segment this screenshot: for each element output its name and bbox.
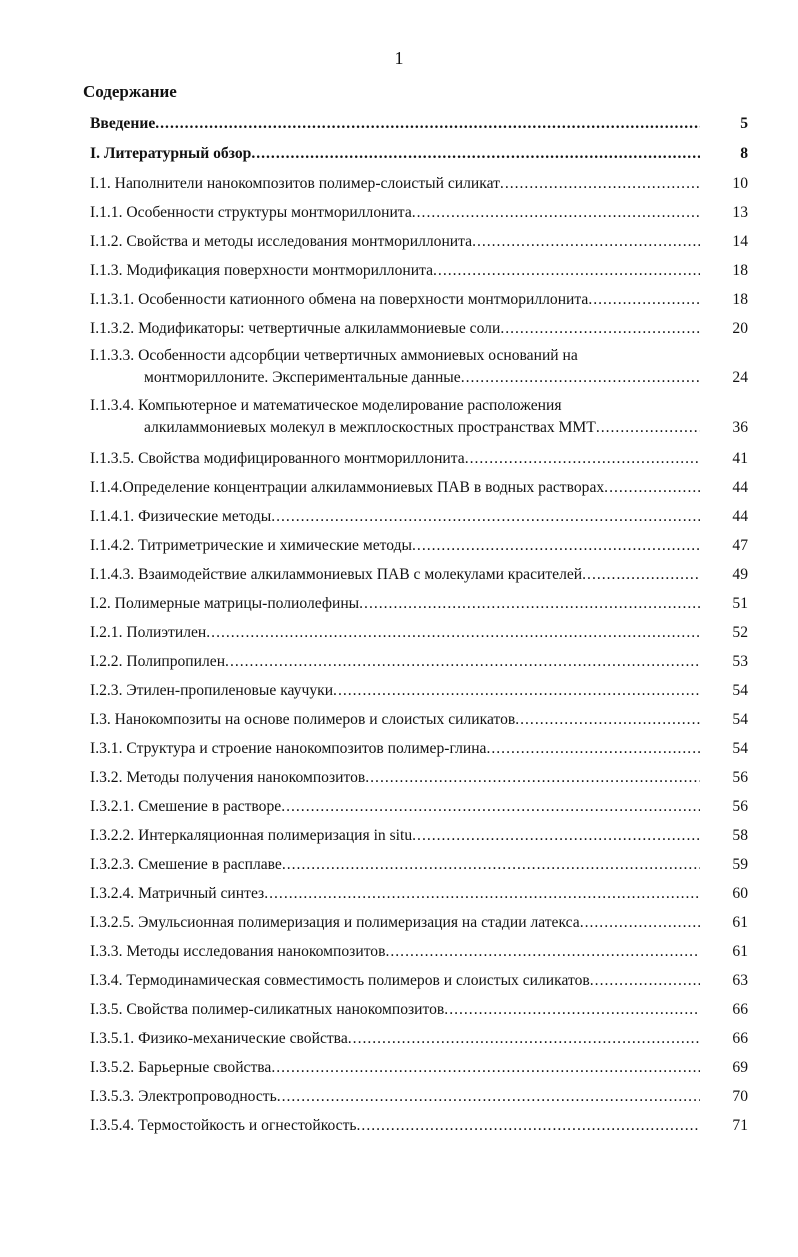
toc-entry bbox=[0, 883, 798, 912]
toc-entry-text: I.1.4.3. Взаимодействие алкиламмониевых ПАВ с молекулами красителей ..... bbox=[90, 564, 700, 586]
toc-entry-text: I.3.2.5. Эмульсионная полимеризация и полимеризация на стадии латекса ..... bbox=[90, 912, 700, 934]
toc-entry bbox=[0, 1028, 798, 1057]
table-of-contents bbox=[0, 113, 798, 1144]
toc-entry-page: 5 bbox=[740, 115, 748, 132]
toc-entry-text: I.1.2. Свойства и методы исследования монтмориллонита ..... bbox=[90, 231, 700, 253]
toc-entry-page: 56 bbox=[732, 769, 748, 786]
toc-entry-page: 54 bbox=[732, 682, 748, 699]
toc-entry-page: 66 bbox=[732, 1030, 748, 1047]
toc-entry-text: I.1.4.2. Титриметрические и химические методы ..... bbox=[90, 535, 700, 557]
toc-entry-first-line: I.1.3.4. Компьютерное и математическое моделирование расположения bbox=[90, 397, 562, 414]
toc-entry bbox=[0, 593, 798, 622]
toc-entry-page: 52 bbox=[732, 624, 748, 641]
toc-entry-text: I.2.1. Полиэтилен ..... bbox=[90, 622, 700, 644]
toc-entry-text: I.3.4. Термодинамическая совместимость полимеров и слоистых силикатов ..... bbox=[90, 970, 700, 992]
toc-entry-page: 53 bbox=[732, 653, 748, 670]
toc-entry-page: 70 bbox=[732, 1088, 748, 1105]
toc-entry-text: I.1.4.1. Физические методы ..... bbox=[90, 506, 700, 528]
toc-entry bbox=[0, 289, 798, 318]
toc-entry bbox=[0, 825, 798, 854]
toc-entry bbox=[0, 506, 798, 535]
toc-entry bbox=[0, 231, 798, 260]
toc-entry bbox=[0, 260, 798, 289]
toc-entry-page: 58 bbox=[732, 827, 748, 844]
toc-entry-page: 44 bbox=[732, 508, 748, 525]
toc-entry bbox=[0, 535, 798, 564]
toc-entry bbox=[0, 143, 798, 173]
toc-entry-text: I.3.3. Методы исследования нанокомпозитов ..... bbox=[90, 941, 700, 963]
toc-entry-page: 44 bbox=[732, 479, 748, 496]
toc-entry bbox=[0, 738, 798, 767]
toc-entry bbox=[0, 941, 798, 970]
toc-entry-text: I.3.2.1. Смешение в растворе ..... bbox=[90, 796, 700, 818]
toc-entry-page: 20 bbox=[732, 320, 748, 337]
toc-entry-page: 14 bbox=[732, 233, 748, 250]
toc-entry-page: 71 bbox=[732, 1117, 748, 1134]
toc-entry-page: 51 bbox=[732, 595, 748, 612]
toc-title: Содержание bbox=[83, 82, 177, 101]
toc-entry-page: 36 bbox=[732, 419, 748, 436]
toc-entry-page: 49 bbox=[732, 566, 748, 583]
toc-entry-text: I.1.4.Определение концентрации алкиламмониевых ПАВ в водных растворах ..... bbox=[90, 477, 700, 499]
toc-entry bbox=[0, 912, 798, 941]
toc-entry-page: 18 bbox=[732, 262, 748, 279]
toc-entry-text: I.3.2.4. Матричный синтез ..... bbox=[90, 883, 700, 905]
toc-entry bbox=[0, 448, 798, 477]
toc-entry-page: 60 bbox=[732, 885, 748, 902]
toc-entry bbox=[0, 477, 798, 506]
toc-entry bbox=[0, 1057, 798, 1086]
toc-entry-text: I.3.5. Свойства полимер-силикатных нанокомпозитов ..... bbox=[90, 999, 700, 1021]
toc-entry bbox=[0, 622, 798, 651]
toc-entry-text: I.1.3.2. Модификаторы: четвертичные алкиламмониевые соли ..... bbox=[90, 318, 700, 340]
toc-entry bbox=[0, 796, 798, 825]
toc-entry-page: 47 bbox=[732, 537, 748, 554]
toc-entry-text: алкиламмониевых молекул в межплоскостных пространствах ММТ ..... bbox=[144, 417, 700, 439]
toc-entry-text: I.1.3.1. Особенности катионного обмена на поверхности монтмориллонита ..... bbox=[90, 289, 700, 311]
toc-entry bbox=[0, 709, 798, 738]
toc-entry-text: I.3. Нанокомпозиты на основе полимеров и слоистых силикатов ..... bbox=[90, 709, 700, 731]
toc-entry bbox=[0, 113, 798, 143]
toc-entry-page: 54 bbox=[732, 740, 748, 757]
toc-entry bbox=[0, 318, 798, 345]
toc-entry-page: 61 bbox=[732, 943, 748, 960]
toc-entry-text: I.2. Полимерные матрицы-полиолефины ..... bbox=[90, 593, 700, 615]
toc-entry bbox=[0, 395, 798, 448]
toc-entry-text: I.1.1. Особенности структуры монтмориллонита ..... bbox=[90, 202, 700, 224]
toc-entry-text: I.3.5.3. Электропроводность ..... bbox=[90, 1086, 700, 1108]
toc-entry-page: 63 bbox=[732, 972, 748, 989]
toc-entry-page: 24 bbox=[732, 369, 748, 386]
toc-entry-page: 10 bbox=[732, 175, 748, 192]
toc-entry-page: 54 bbox=[732, 711, 748, 728]
toc-entry bbox=[0, 1086, 798, 1115]
toc-entry-page: 66 bbox=[732, 1001, 748, 1018]
toc-entry-page: 61 bbox=[732, 914, 748, 931]
toc-entry-first-line: I.1.3.3. Особенности адсорбции четвертичных аммониевых оснований на bbox=[90, 347, 578, 364]
toc-entry-text: I.3.2. Методы получения нанокомпозитов ..... bbox=[90, 767, 700, 789]
toc-entry bbox=[0, 345, 798, 395]
toc-entry bbox=[0, 854, 798, 883]
toc-entry bbox=[0, 680, 798, 709]
toc-entry bbox=[0, 564, 798, 593]
toc-entry-page: 41 bbox=[732, 450, 748, 467]
toc-entry-text: I.1.3. Модификация поверхности монтмориллонита ..... bbox=[90, 260, 700, 282]
toc-entry-page: 69 bbox=[732, 1059, 748, 1076]
toc-entry-text: I.1.3.5. Свойства модифицированного монтмориллонита ..... bbox=[90, 448, 700, 470]
toc-entry bbox=[0, 202, 798, 231]
toc-entry-text: I.3.5.2. Барьерные свойства ..... bbox=[90, 1057, 700, 1079]
toc-entry-text: I.3.5.1. Физико-механические свойства ..... bbox=[90, 1028, 700, 1050]
toc-entry bbox=[0, 1115, 798, 1144]
toc-entry-page: 8 bbox=[740, 145, 748, 162]
toc-entry-text: I.3.2.3. Смешение в расплаве ..... bbox=[90, 854, 700, 876]
toc-entry-text: I.3.2.2. Интеркаляционная полимеризация in situ ..... bbox=[90, 825, 700, 847]
toc-entry-text: I.3.5.4. Термостойкость и огнестойкость ..... bbox=[90, 1115, 700, 1137]
page-number: 1 bbox=[394, 48, 404, 68]
toc-entry-text: монтмориллоните. Экспериментальные данные ..... bbox=[144, 367, 700, 389]
toc-entry-page: 13 bbox=[732, 204, 748, 221]
toc-entry-page: 56 bbox=[732, 798, 748, 815]
toc-entry bbox=[0, 999, 798, 1028]
toc-entry bbox=[0, 970, 798, 999]
toc-entry-text: I.3.1. Структура и строение нанокомпозитов полимер-глина ..... bbox=[90, 738, 700, 760]
toc-entry-text: I. Литературный обзор ..... bbox=[90, 143, 700, 165]
toc-entry-text: I.2.2. Полипропилен ..... bbox=[90, 651, 700, 673]
toc-entry-text: Введение ..... bbox=[90, 113, 700, 135]
toc-entry bbox=[0, 767, 798, 796]
toc-entry-text: I.2.3. Этилен-пропиленовые каучуки ..... bbox=[90, 680, 700, 702]
toc-entry-text: I.1. Наполнители нанокомпозитов полимер-слоистый силикат ..... bbox=[90, 173, 700, 195]
toc-entry bbox=[0, 173, 798, 202]
toc-entry-page: 18 bbox=[732, 291, 748, 308]
toc-entry-page: 59 bbox=[732, 856, 748, 873]
toc-entry bbox=[0, 651, 798, 680]
